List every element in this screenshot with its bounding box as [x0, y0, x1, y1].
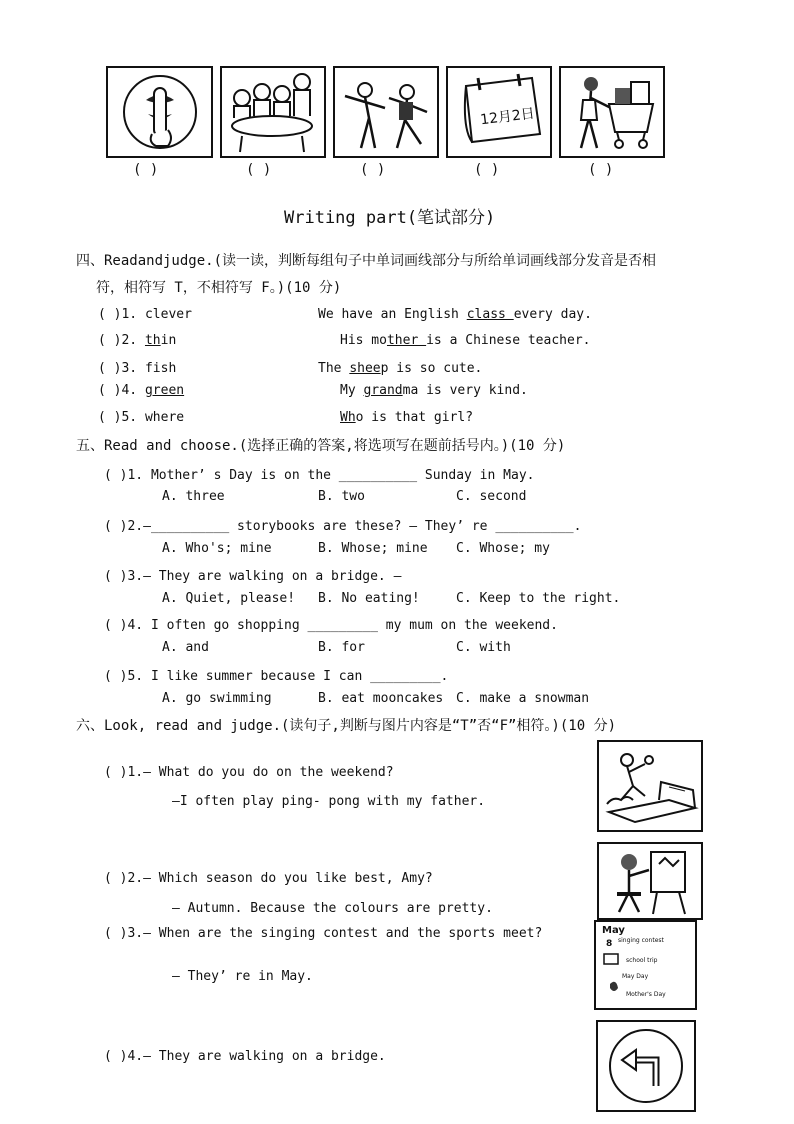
family-dinner-icon [222, 68, 324, 156]
s4-item-2-word [98, 333, 176, 348]
s5-q1: ( )1. Mother’ s Day is on the __________ Sunday in May. [104, 468, 535, 483]
s5-q3: ( )3.— They are walking on a bridge. — [104, 569, 402, 584]
s5-q4-opt-c: C. with [456, 640, 511, 655]
s4-item-3-num: ( )3. fish [98, 361, 177, 376]
s5-q5: ( )5. I like summer because I can _________. [104, 669, 449, 684]
s4-item-2-word-post: in [160, 333, 177, 348]
s6-picture-1 [597, 740, 703, 832]
page-title: Writing part(笔试部分) [284, 208, 496, 228]
s5-q5-opt-b: B. eat mooncakes [318, 691, 444, 706]
s4-item-2-sent-post: is a Chinese teacher. [426, 333, 591, 348]
s6-q2-answer: — Autumn. Because the colours are pretty. [172, 901, 493, 916]
s4-item-1-sentence [318, 307, 592, 322]
s4-item-5-sentence [340, 410, 473, 425]
section5-heading: 五、Read and choose.(选择正确的答案,将选项写在题前括号内。)(10 分) [76, 438, 566, 454]
s4-item-3-sent-underline: shee [349, 361, 381, 376]
picture-5-answer-paren[interactable]: ( ) [588, 162, 614, 178]
card-row-3: May Day [622, 973, 649, 980]
s4-item-4-sentence [340, 383, 528, 398]
s4-item-4-num: ( )4. [98, 383, 145, 398]
s5-q4-opt-b: B. for [318, 640, 365, 655]
s6-picture-4 [596, 1020, 696, 1112]
s5-q4-opt-a: A. and [162, 640, 209, 655]
painting-girl-icon [599, 844, 701, 918]
s5-q4: ( )4. I often go shopping _________ my mum on the weekend. [104, 618, 558, 633]
s4-item-5-sent-underline: Wh [340, 410, 356, 425]
ping-pong-icon [599, 742, 701, 830]
s4-item-2-sent-pre: His mo [340, 333, 387, 348]
s4-item-4-sent-underline: grand [363, 383, 403, 398]
s5-q1-opt-c: C. second [456, 489, 527, 504]
s5-q2-opt-a: A. Who's; mine [162, 541, 272, 556]
event-calendar-icon [596, 922, 695, 1008]
section4-heading-line1: 四、Readandjudge.(读一读，判断每组句子中单词画线部分与所给单词画线部分发音是否相 [76, 253, 656, 269]
picture-3 [333, 66, 439, 158]
s4-item-4-sent-pre: My [340, 383, 364, 398]
s4-item-5-sent-post: o is that girl? [355, 410, 474, 425]
s5-q3-opt-b: B. No eating! [318, 591, 420, 606]
section6-heading: 六、Look, read and judge.(读句子,判断与图片内容是“T”否“F”相符。)(10 分) [76, 718, 617, 734]
picture-2 [220, 66, 326, 158]
s5-q5-opt-c: C. make a snowman [456, 691, 590, 706]
picture-4 [446, 66, 552, 158]
s4-item-1-sent-post: every day. [513, 307, 592, 322]
calendar-icon [448, 68, 550, 156]
s4-item-5-word [98, 410, 184, 425]
card-row-1: singing contest [618, 937, 664, 944]
s6-q2: ( )2.— Which season do you like best, Amy? [104, 871, 433, 886]
s4-item-2-sent-underline: ther [386, 333, 427, 348]
s5-q2: ( )2.—__________ storybooks are these? — They’ re __________. [104, 519, 582, 534]
turn-left-sign-icon [598, 1022, 694, 1110]
s4-item-2-sentence [340, 333, 590, 348]
s6-picture-2 [597, 842, 703, 920]
s5-q3-opt-a: A. Quiet, please! [162, 591, 296, 606]
s4-item-5-num: ( )5. where [98, 410, 185, 425]
kung-fu-icon [335, 68, 437, 156]
picture-1-answer-paren[interactable]: ( ) [133, 162, 159, 178]
picture-1 [106, 66, 213, 158]
s6-q4: ( )4.— They are walking on a bridge. [104, 1049, 386, 1064]
s4-item-4-word [98, 383, 184, 398]
s4-item-3-sent-post: p is so cute. [380, 361, 483, 376]
s4-item-1-sent-underline: class [466, 307, 514, 322]
s4-item-3-word [98, 361, 176, 376]
s6-picture-3-calendar-card [594, 920, 697, 1010]
s6-q1: ( )1.— What do you do on the weekend? [104, 765, 394, 780]
section4-heading-line2: 符，相符写 T，不相符写 F。)(10 分) [96, 280, 342, 296]
picture-5 [559, 66, 665, 158]
picture-2-answer-paren[interactable]: ( ) [246, 162, 272, 178]
s6-q3: ( )3.— When are the singing contest and the sports meet? [104, 926, 543, 941]
picture-4-answer-paren[interactable]: ( ) [474, 162, 500, 178]
s4-item-4-sent-post: ma is very kind. [402, 383, 528, 398]
card-month: May [602, 925, 625, 936]
s4-item-1-num: ( )1. clever [98, 307, 192, 322]
s5-q5-opt-a: A. go swimming [162, 691, 272, 706]
s5-q1-opt-a: A. three [162, 489, 225, 504]
card-row-4: Mother's Day [626, 991, 666, 998]
s5-q2-opt-c: C. Whose; my [456, 541, 550, 556]
card-num: 8 [606, 939, 613, 949]
s4-item-2-word-underline: th [144, 333, 161, 348]
s4-item-3-sentence [318, 361, 482, 376]
s5-q1-opt-b: B. two [318, 489, 365, 504]
s4-item-2-num: ( )2. [98, 333, 145, 348]
s4-item-3-sent-pre: The [318, 361, 350, 376]
s4-item-1-word [98, 307, 192, 322]
s5-q2-opt-b: B. Whose; mine [318, 541, 428, 556]
s6-q3-answer: — They’ re in May. [172, 969, 313, 984]
s5-q3-opt-c: C. Keep to the right. [456, 591, 621, 606]
shopping-cart-icon [561, 68, 663, 156]
s4-item-4-word-underline: green [144, 383, 185, 398]
s6-q1-answer: —I often play ping- pong with my father. [172, 794, 486, 809]
hush-finger-icon [108, 68, 211, 156]
picture-3-answer-paren[interactable]: ( ) [360, 162, 386, 178]
s4-item-1-sent-pre: We have an English [318, 307, 467, 322]
calendar-date-text: 12月2日 [479, 105, 536, 129]
card-row-2: school trip [626, 957, 658, 964]
